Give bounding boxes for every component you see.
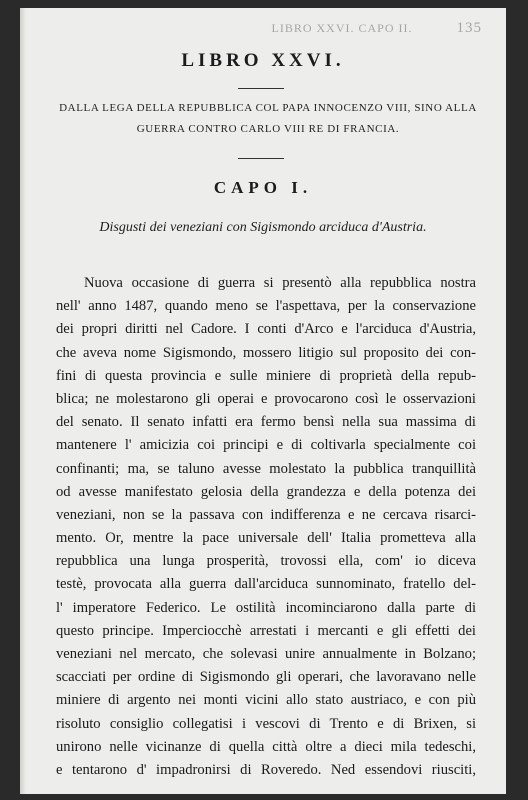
body-line: e tentarono d' impadronirsi di Roveredo. Ned essendovi riusciti, [56, 761, 476, 778]
page-number: 135 [456, 20, 482, 36]
body-line: blica; ne molestarono gli operai e provocarono così le osservazioni [56, 390, 476, 407]
chapter-subtitle: Disgusti dei veneziani con Sigismondo arciduca d'Austria. [99, 220, 427, 235]
body-line: del senato. Il senato infatti era fermo bensì nella sua massima di [56, 414, 476, 431]
body-line: risoluto consiglio collegatisi i vescovi di Trento e di Brixen, si [56, 715, 476, 732]
body-line: l' imperatore Federico. Le ostilità incominciarono dalla parte di [56, 599, 476, 616]
body-line: questo principe. Imperciocchè arrestati i mercanti e gli effetti dei [56, 622, 476, 639]
book-page [20, 8, 506, 794]
chapter-title: CAPO I. [213, 178, 313, 197]
body-line: mento. Or, mentre la pace universale dell' Italia prometteva alla [56, 530, 476, 547]
body-line: od avesse manifestato gelosia della grandezza e della potenza dei [56, 483, 476, 500]
body-line: dei propri diritti nel Cadore. I conti d'Arco e l'arciduca d'Austria, [56, 321, 476, 338]
subtitle-line: GUERRA CONTRO CARLO VIII RE DI FRANCIA. [136, 123, 400, 135]
body-line: che aveva nome Sigismondo, mossero litigio sul proposito dei con- [56, 344, 476, 361]
body-line: scacciati per ordine di Sigismondo gli operari, che lavoravano nelle [56, 669, 476, 686]
body-line: miniere di argento nei monti vicini allo stato austriaco, e con più [56, 692, 476, 709]
page-edge-shadow [20, 8, 26, 794]
body-line: nell' anno 1487, quando meno se l'aspettava, per la conservazione [56, 298, 476, 315]
body-line: unirono nelle vicinanze di quella città oltre a dieci mila tedeschi, [56, 738, 476, 755]
body-line: repubblica una lunga prosperità, trovossi ella, com' io diceva [56, 553, 476, 570]
running-head [272, 20, 483, 37]
title-rule [238, 88, 284, 89]
body-line: veneziani, non se la passava con indifferenza e ne cercava risarci- [56, 506, 476, 523]
subtitle-rule [238, 158, 284, 159]
book-title: LIBRO XXVI. [181, 50, 345, 71]
body-line: confinanti; ma, se taluno avesse molestato la pubblica tranquillità [56, 460, 476, 477]
body-line: fini di questa provincia e sulle miniere di proprietà della repub- [56, 367, 476, 384]
body-text [56, 272, 476, 782]
body-line: testè, provocata alla guerra dall'arciduca sunnominato, fratello del- [56, 576, 476, 593]
subtitle-line: DALLA LEGA DELLA REPUBBLICA COL PAPA INNOCENZO VIII, SINO ALLA [59, 102, 477, 114]
body-line: veneziani nel mercato, che solevasi unire annualmente in Bolzano; [56, 646, 476, 662]
body-line: mantenere l' amicizia coi principi e di coltivarla specialmente coi [56, 437, 476, 454]
book-subtitle [56, 98, 480, 140]
running-head-text: LIBRO XXVI. CAPO II. [271, 21, 413, 35]
body-line: Nuova occasione di guerra si presentò alla repubblica nostra [84, 275, 476, 291]
